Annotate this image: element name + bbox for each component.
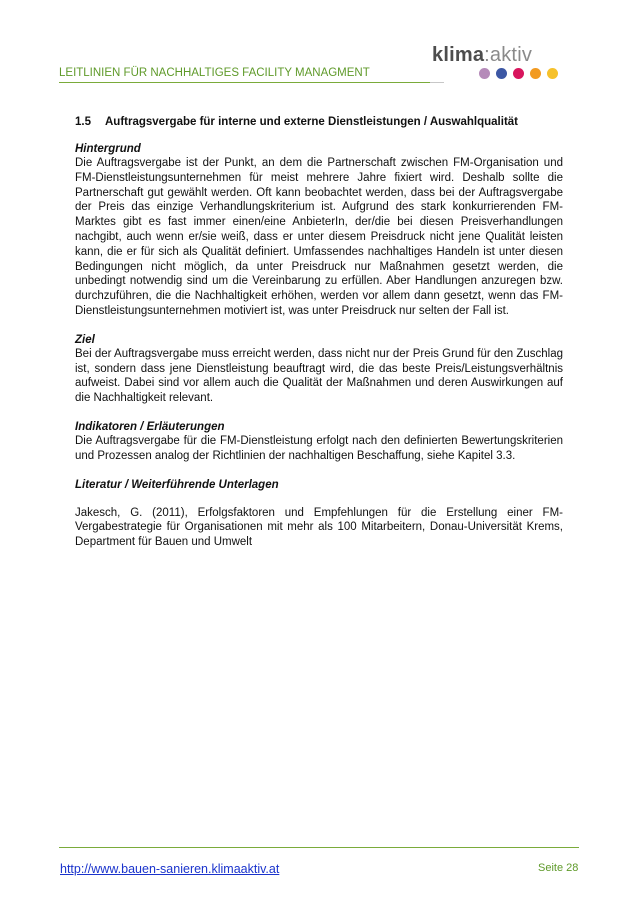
- section-number: 1.5: [75, 116, 91, 128]
- header-rule-tail: [430, 82, 444, 83]
- block-ziel: [75, 333, 563, 406]
- logo-dot-3: [513, 68, 524, 79]
- block-indikatoren: [75, 420, 563, 464]
- block-literatur: [75, 478, 563, 550]
- section-heading: [75, 116, 563, 128]
- logo-dot-5: [547, 68, 558, 79]
- block-heading: Indikatoren / Erläuterungen: [75, 420, 225, 433]
- logo-dots: [479, 68, 558, 79]
- logo-wordmark-strong: klima: [432, 44, 485, 66]
- logo-dot-1: [479, 68, 490, 79]
- footer-link[interactable]: http://www.bauen-sanieren.klimaaktiv.at: [60, 862, 280, 876]
- block-paragraph: Bei der Auftragsvergabe muss erreicht werden, dass nicht nur der Preis Grund für den Zuschlag ist, sondern dass jene Dienstleistung beauftragt wird, die das beste Preis/Leistungsverhältnis aufweist. Dabei sind vor allem auch die Qualität der Maßnahmen und deren Auswirkungen auf die Nachhaltigkeit relevant.: [75, 347, 563, 405]
- document-body: [75, 116, 563, 564]
- logo-wordmark: [432, 44, 532, 67]
- logo-wordmark-light: :aktiv: [484, 44, 533, 66]
- footer-rule: [59, 847, 579, 848]
- block-paragraph: Jakesch, G. (2011), Erfolgsfaktoren und Empfehlungen für die Erstellung einer FM-Vergabestrategie für Organisationen mit mehr als 100 Mitarbeitern, Donau-Universität Krems, Department für Bauen und Umwelt: [75, 506, 563, 549]
- page-number: Seite 28: [538, 862, 579, 874]
- block-heading: Hintergrund: [75, 143, 141, 155]
- block-heading: Ziel: [75, 333, 95, 346]
- klimaaktiv-logo: [426, 44, 576, 88]
- block-heading: Literatur / Weiterführende Unterlagen: [75, 478, 279, 491]
- logo-dot-4: [530, 68, 541, 79]
- header-title: LEITLINIEN FÜR NACHHALTIGES FACILITY MANAGMENT: [59, 67, 370, 79]
- header-rule: [59, 82, 430, 83]
- block-paragraph: Die Auftragsvergabe ist der Punkt, an dem die Partnerschaft zwischen FM-Organisation und FM-Dienstleistungsunternehmen für meist mehrere Jahre fixiert wird. Deshalb sollte die Partnerschaft gut gewählt werden. Oft kann beobachtet werden, dass bei der Auftragsvergabe der Preis das einzige Verhandlungskriterium ist. Aufgrund des stark konkurrierenden FM-Marktes gibt es fast immer einen/eine AnbieterIn, der/die bei diesen Preisverhandlungen nachgibt, auch wenn er/sie weiß, dass er unter diesem Preisdruck nicht jene Qualität leisten kann, die er für sich als Qualität definiert. Umfassendes nachhaltiges Handeln ist unter diesen Bedingungen nicht möglich, da unter Preisdruck nur Maßnahmen gesetzt werden, die unbedingt notwendig sind um die Vereinbarung zu erfüllen. Aber Handlungen anzuregen bzw. durchzuführen, die die Nachhaltigkeit erhöhen, werden vor allem dann gesetzt, wenn das FM-Dienstleistungsunternehmen motiviert ist, was unter Preisdruck nur selten der Fall ist.: [75, 157, 563, 317]
- block-hintergrund: [75, 142, 563, 319]
- logo-dot-2: [496, 68, 507, 79]
- section-title: Auftragsvergabe für interne und externe Dienstleistungen / Auswahlqualität: [105, 116, 519, 128]
- block-paragraph: Die Auftragsvergabe für die FM-Dienstleistung erfolgt nach den definierten Bewertungskriterien und Prozessen analog der Richtlinien der nachhaltigen Beschaffung, siehe Kapitel 3.3.: [75, 434, 563, 462]
